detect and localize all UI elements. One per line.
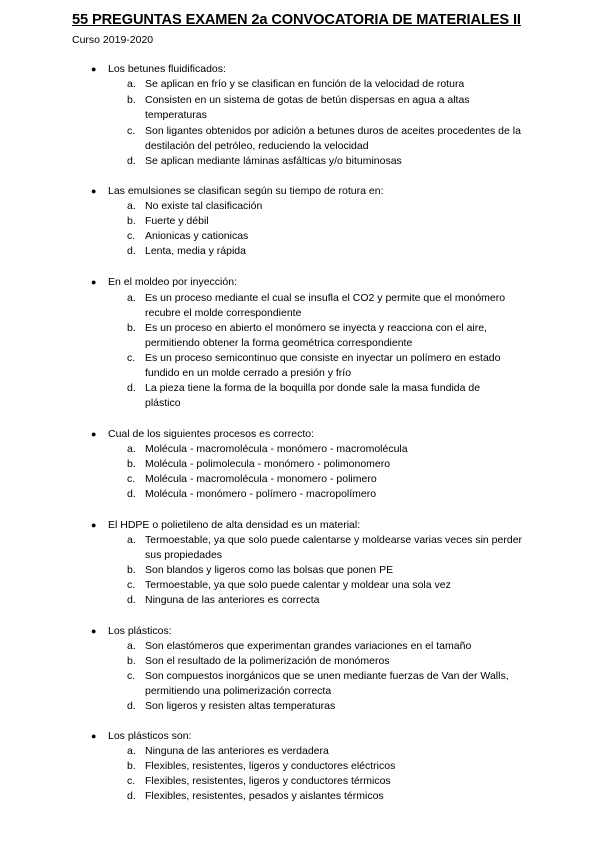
option-letter: a. [127, 534, 136, 546]
option-text: Consisten en un sistema de gotas de betún dispersas en agua a altas temperaturas [145, 94, 470, 121]
option-letter: a. [127, 443, 136, 455]
bullet-icon: ● [91, 520, 97, 530]
option-letter: c. [127, 670, 136, 682]
option-letter: d. [127, 155, 136, 167]
option-text: Lenta, media y rápida [145, 245, 246, 257]
bullet-icon: ● [91, 64, 97, 74]
option-letter: b. [127, 322, 136, 334]
option-letter: d. [127, 700, 136, 712]
option-text: La pieza tiene la forma de la boquilla por donde sale la masa fundida de plástico [145, 382, 481, 409]
option-text: Son ligantes obtenidos por adición a betunes duros de aceites procedentes de la destilación del petróleo, reduciendo la velocidad [145, 125, 521, 152]
option-text: Se aplican en frío y se clasifican en función de la velocidad de rotura [145, 78, 465, 90]
option-text: Termoestable, ya que solo puede calentarse y moldearse varias veces sin perder sus propiedades [145, 534, 523, 561]
option-text: Flexibles, resistentes, pesados y aislantes térmicos [145, 790, 384, 802]
option-letter: b. [127, 458, 136, 470]
option-letter: a. [127, 640, 136, 652]
option-text: Flexibles, resistentes, ligeros y conductores térmicos [145, 775, 391, 787]
option-text: Son el resultado de la polimerización de monómeros [145, 655, 390, 667]
course-year: Curso 2019-2020 [72, 34, 154, 46]
option-letter: c. [127, 125, 136, 137]
option-letter: d. [127, 245, 136, 257]
option-letter: b. [127, 564, 136, 576]
question-stem: Los plásticos: [108, 625, 172, 637]
question-stem: En el moldeo por inyección: [108, 276, 237, 288]
option-text: Molécula - monómero - polímero - macropolímero [145, 488, 377, 500]
option-text: Flexibles, resistentes, ligeros y conductores eléctricos [145, 760, 396, 772]
bullet-icon: ● [91, 277, 97, 287]
option-letter: c. [127, 352, 136, 364]
option-letter: d. [127, 790, 136, 802]
option-text: No existe tal clasificación [145, 200, 263, 212]
bullet-icon: ● [91, 186, 97, 196]
option-letter: b. [127, 215, 136, 227]
option-text: Se aplican mediante láminas asfálticas y/o bituminosas [145, 155, 402, 167]
option-letter: c. [127, 473, 136, 485]
option-letter: c. [127, 579, 136, 591]
option-letter: a. [127, 78, 136, 90]
option-letter: a. [127, 200, 136, 212]
option-letter: d. [127, 488, 136, 500]
option-letter: b. [127, 760, 136, 772]
option-letter: d. [127, 382, 136, 394]
question-stem: Las emulsiones se clasifican según su tiempo de rotura en: [108, 185, 384, 197]
question-stem: Los betunes fluidificados: [108, 63, 226, 75]
option-text: Anionicas y cationicas [145, 230, 249, 242]
option-letter: b. [127, 655, 136, 667]
option-text: Son elastómeros que experimentan grandes variaciones en el tamaño [145, 640, 472, 652]
option-text: Son compuestos inorgánicos que se unen mediante fuerzas de Van der Walls, permitiendo una polimerización correcta [145, 670, 509, 697]
option-text: Es un proceso mediante el cual se insufla el CO2 y permite que el monómero recubre el molde correspondiente [145, 292, 506, 319]
option-letter: c. [127, 775, 136, 787]
option-text: Molécula - macromolécula - monomero - polimero [145, 473, 377, 485]
question-stem: El HDPE o polietileno de alta densidad es un material: [108, 519, 361, 531]
question-stem: Cual de los siguientes procesos es correcto: [108, 428, 315, 440]
bullet-icon: ● [91, 731, 97, 741]
bullet-icon: ● [91, 626, 97, 636]
document-title: 55 PREGUNTAS EXAMEN 2a CONVOCATORIA DE MATERIALES II [72, 12, 521, 28]
question-stem: Los plásticos son: [108, 730, 192, 742]
option-text: Ninguna de las anteriores es correcta [145, 594, 320, 606]
option-text: Molécula - macromolécula - monómero - macromolécula [145, 443, 408, 455]
option-text: Termoestable, ya que solo puede calentar y moldear una sola vez [145, 579, 451, 591]
option-text: Fuerte y débil [145, 215, 209, 227]
option-letter: d. [127, 594, 136, 606]
option-text: Ninguna de las anteriores es verdadera [145, 745, 329, 757]
option-letter: a. [127, 745, 136, 757]
option-letter: c. [127, 230, 136, 242]
option-text: Son blandos y ligeros como las bolsas que ponen PE [145, 564, 394, 576]
option-letter: a. [127, 292, 136, 304]
option-text: Es un proceso en abierto el monómero se inyecta y reacciona con el aire, permitiendo obtener la forma geométrica correspondiente [145, 322, 488, 349]
option-text: Molécula - polimolecula - monómero - polimonomero [145, 458, 391, 470]
option-letter: b. [127, 94, 136, 106]
option-text: Son ligeros y resisten altas temperaturas [145, 700, 336, 712]
option-text: Es un proceso semicontinuo que consiste en inyectar un polímero en estado fundido en un molde cerrado a presión y frío [145, 352, 501, 379]
bullet-icon: ● [91, 429, 97, 439]
